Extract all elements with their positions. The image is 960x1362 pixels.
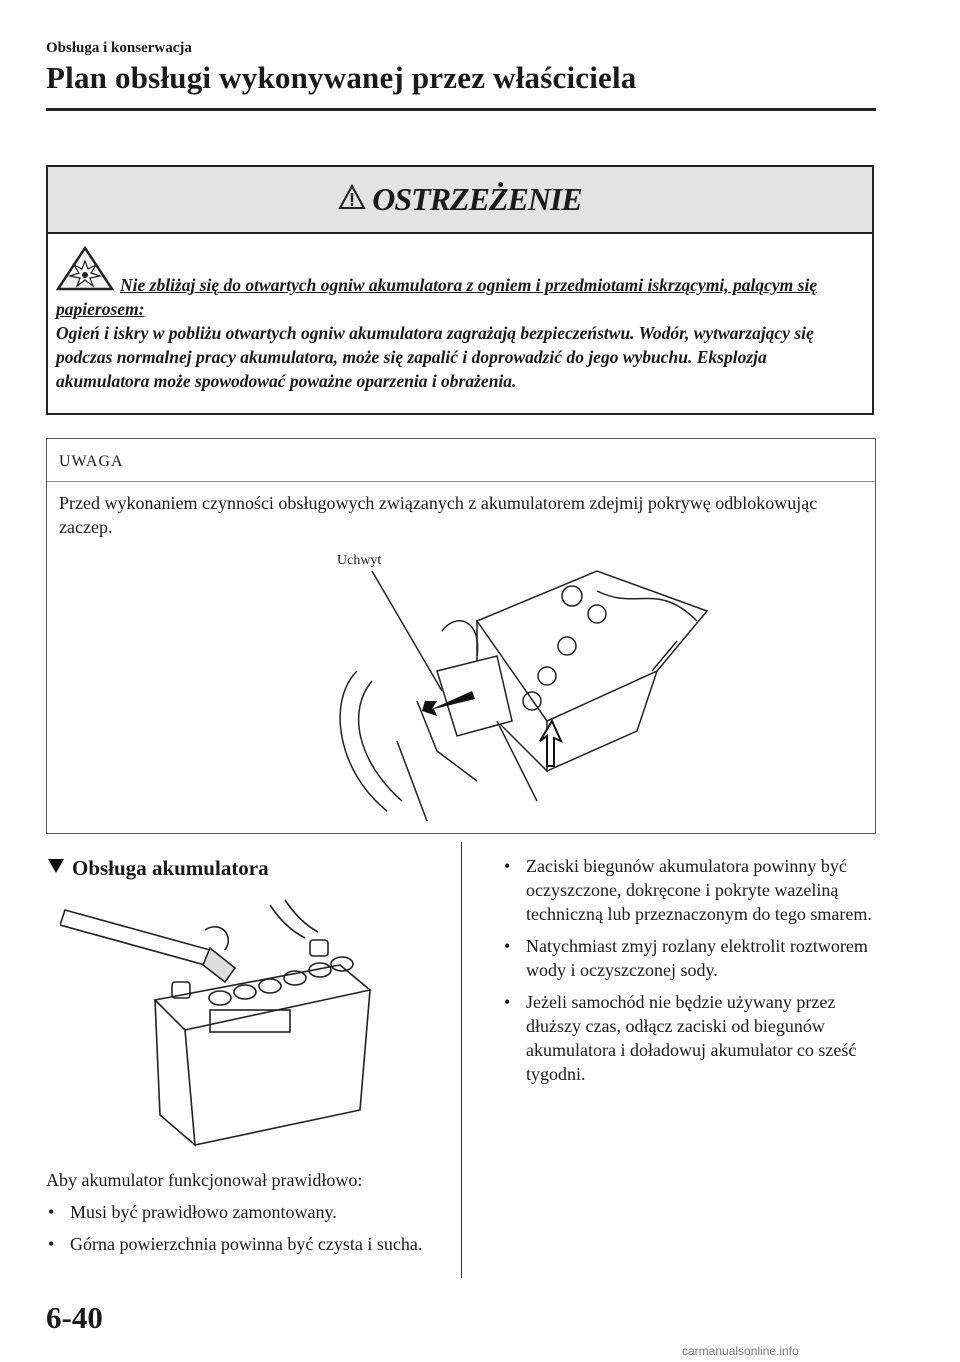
battery-cover-illustration bbox=[297, 551, 717, 831]
left-bullet-list bbox=[46, 1200, 446, 1264]
service-heading-text: Obsługa akumulatora bbox=[72, 856, 269, 880]
note-box bbox=[46, 438, 876, 834]
title-rule bbox=[46, 108, 876, 111]
right-bullet-list bbox=[502, 854, 872, 1094]
watermark: carmanualsonline.info bbox=[682, 1344, 799, 1358]
bullet-icon: • bbox=[48, 1202, 55, 1222]
bullet-icon: • bbox=[48, 1234, 55, 1254]
list-item: • Natychmiast zmyj rozlany elektrolit roztworem wody i oczyszczonej sody. bbox=[504, 936, 868, 980]
triangle-down-icon bbox=[46, 855, 66, 881]
bullet-icon: • bbox=[504, 936, 511, 956]
note-title: UWAGA bbox=[59, 453, 124, 470]
latch-label: Uchwyt bbox=[337, 553, 382, 568]
list-item: • Jeżeli samochód nie będzie używany przez dłuższy czas, odłącz zaciski od biegunów akumulatora i doładowuj akumulator co sześć tygodni. bbox=[504, 992, 857, 1084]
page-title: Plan obsługi wykonywanej przez właściciela bbox=[46, 60, 637, 95]
list-item: • Zaciski biegunów akumulatora powinny być oczyszczone, dokręcone i pokryte wazeliną techniczną lub przeznaczonym do tego smarem. bbox=[504, 856, 872, 924]
warning-heading: Nie zbliżaj się do otwartych ogniw akumulatora z ogniem i przedmiotami iskrzącymi, palącym się papierosem: bbox=[56, 275, 818, 319]
explosion-icon bbox=[56, 245, 114, 297]
service-heading bbox=[46, 855, 269, 881]
intro-text: Aby akumulator funkcjonował prawidłowo: bbox=[46, 1170, 363, 1190]
battery-cleaning-illustration bbox=[60, 890, 380, 1155]
warning-text: Ogień i iskry w pobliżu otwartych ogniw akumulatora zagrażają bezpieczeństwu. Wodór, wytwarzający się podczas normalnej pracy akumulatora, może się zapalić i doprowadzić do jego wybuchu. Eksplozja akumulatora może spowodować poważne oparzenia i obrażenia. bbox=[56, 323, 814, 391]
list-item: • Górna powierzchnia powinna być czysta i sucha. bbox=[48, 1234, 423, 1254]
section-label: Obsługa i konserwacja bbox=[46, 40, 192, 56]
column-divider bbox=[461, 842, 462, 1278]
note-text: Przed wykonaniem czynności obsługowych związanych z akumulatorem zdejmij pokrywę odblokowując zaczep. bbox=[59, 493, 818, 537]
warning-body bbox=[56, 245, 862, 393]
warning-header bbox=[48, 167, 872, 234]
warning-triangle-icon bbox=[338, 184, 366, 215]
bullet-icon: • bbox=[504, 856, 511, 876]
warning-title: OSTRZEŻENIE bbox=[372, 181, 582, 217]
page-number: 6-40 bbox=[46, 1300, 103, 1335]
bullet-icon: • bbox=[504, 992, 511, 1012]
note-header bbox=[47, 439, 875, 482]
list-item: • Musi być prawidłowo zamontowany. bbox=[48, 1202, 337, 1222]
warning-box bbox=[46, 165, 874, 415]
